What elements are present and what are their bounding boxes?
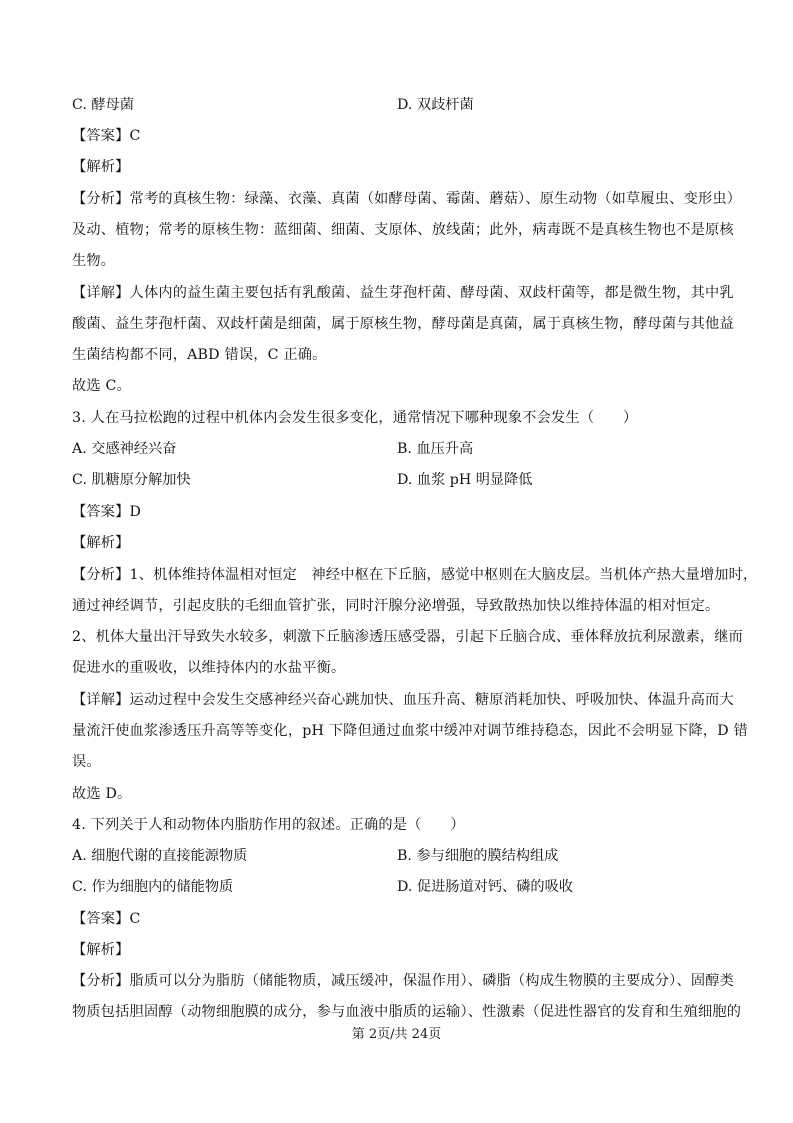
- q3-choice: 故选 D。: [72, 786, 132, 802]
- q4-option-b: B. 参与细胞的膜结构组成: [397, 848, 559, 864]
- q2-option-d: D. 双歧杆菌: [397, 97, 474, 113]
- q3-option-b: B. 血压升高: [397, 441, 474, 457]
- q3-fenxi-line: 2、机体大量出汗导致失水较多，刺激下丘脑渗透压感受器，引起下丘脑合成、垂体释放抗利尿激素，继而: [72, 629, 744, 645]
- q4-option-a: A. 细胞代谢的直接能源物质: [72, 848, 248, 864]
- q2-choice: 故选 C。: [72, 378, 131, 394]
- q3-xiangjie-line: 误。: [72, 754, 101, 770]
- q2-xiangjie-line: 酸菌、益生芽孢杆菌、双歧杆菌是细菌，属于原核生物，酵母菌是真菌，属于真核生物，酵母菌与其他益: [72, 316, 734, 332]
- q3-fenxi-line: 【分析】1、机体维持体温相对恒定 神经中枢在下丘脑，感觉中枢则在大脑皮层。当机体产热大量增加时，: [72, 567, 758, 583]
- q4-fenxi-line: 【分析】脂质可以分为脂肪（储能物质，减压缓冲，保温作用）、磷脂（构成生物膜的主要成分）、固醇类: [72, 973, 735, 989]
- q3-option-d: D. 血浆 pH 明显降低: [397, 472, 533, 488]
- q3-option-a: A. 交感神经兴奋: [72, 441, 177, 457]
- q4-answer: 【答案】C: [72, 911, 141, 927]
- q4-option-c: C. 作为细胞内的储能物质: [72, 879, 234, 895]
- q4-option-d: D. 促进肠道对钙、磷的吸收: [397, 879, 573, 895]
- q2-fenxi-line: 及动、植物；常考的原核生物：蓝细菌、细菌、支原体、放线菌；此外，病毒既不是真核生物也不是原核: [72, 222, 734, 238]
- q4-fenxi-line: 物质包括胆固醇（动物细胞膜的成分，参与血液中脂质的运输）、性激素（促进性器官的发育和生殖细胞的: [72, 1004, 742, 1020]
- q3-analysis-label: 【解析】: [72, 535, 130, 551]
- q4-analysis-label: 【解析】: [72, 942, 130, 958]
- q3-fenxi-line: 通过神经调节，引起皮肤的毛细血管扩张，同时汗腺分泌增强，导致散热加快以维持体温的相对恒定。: [72, 598, 720, 614]
- q4-stem: 4. 下列关于人和动物体内脂肪作用的叙述。正确的是（ ）: [72, 817, 465, 833]
- q3-answer: 【答案】D: [72, 504, 142, 520]
- q3-xiangjie-line: 【详解】运动过程中会发生交感神经兴奋心跳加快、血压升高、糖原消耗加快、呼吸加快、体温升高而大: [72, 692, 734, 708]
- q2-xiangjie-line: 生菌结构都不同，ABD 错误，C 正确。: [72, 347, 327, 363]
- q3-xiangjie-line: 量流汗使血浆渗透压升高等等变化，pH 下降但通过血浆中缓冲对调节维持稳态，因此不会明显下降，D 错: [72, 723, 748, 739]
- q3-fenxi-line: 促进水的重吸收，以维持体内的水盐平衡。: [72, 660, 346, 676]
- q2-analysis-label: 【解析】: [72, 159, 130, 175]
- q3-stem: 3. 人在马拉松跑的过程中机体内会发生很多变化，通常情况下哪种现象不会发生（ ）: [72, 410, 638, 426]
- q2-fenxi-line: 【分析】常考的真核生物：绿藻、衣藻、真菌（如酵母菌、霉菌、蘑菇）、原生动物（如草履虫、变形虫）: [72, 191, 742, 207]
- q3-option-c: C. 肌糖原分解加快: [72, 472, 191, 488]
- q2-option-c: C. 酵母菌: [72, 97, 134, 113]
- q2-fenxi-line: 生物。: [72, 253, 116, 269]
- q2-xiangjie-line: 【详解】人体内的益生菌主要包括有乳酸菌、益生芽孢杆菌、酵母菌、双歧杆菌等，都是微生物，其中乳: [72, 285, 734, 301]
- page-footer: 第 2页/共 24页: [351, 1027, 442, 1042]
- q2-answer: 【答案】C: [72, 128, 141, 144]
